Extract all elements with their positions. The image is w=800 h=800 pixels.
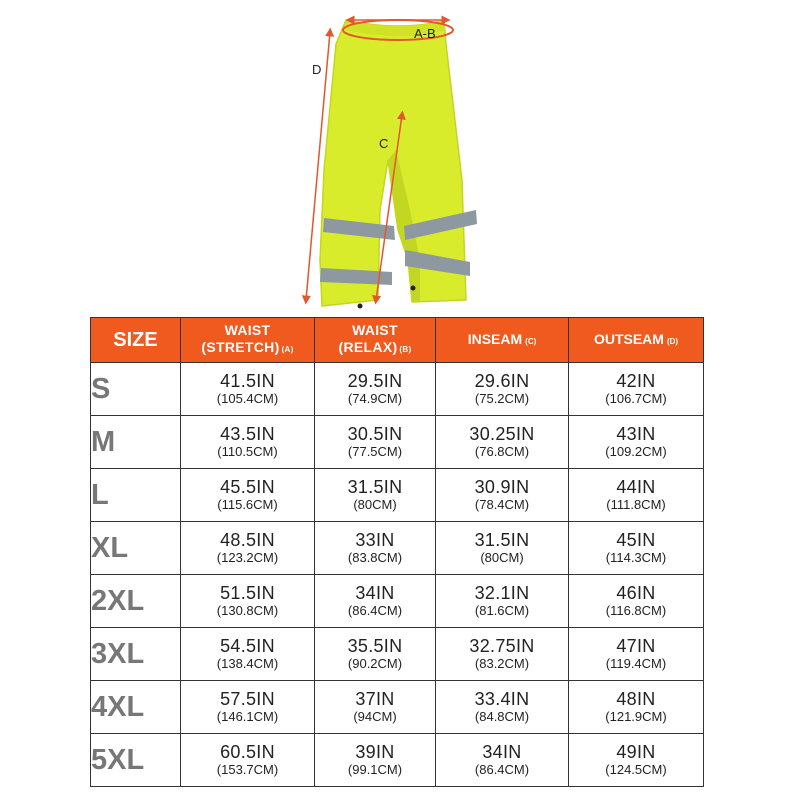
outseam-centimeters: (109.2CM) [605,444,667,459]
waist-relax-inches: 35.5IN [347,636,403,656]
waist-relax-inches: 29.5IN [347,371,403,391]
table-row [91,469,704,522]
waist-stretch-centimeters: (115.6CM) [217,497,278,512]
waist-relax-centimeters: (74.9CM) [347,391,403,406]
waist-stretch-inches: 43.5IN [220,424,275,444]
label-d: D [312,62,322,77]
size-cell: XL [91,522,181,575]
waist-relax-inches: 31.5IN [347,477,403,497]
header-inseam [436,318,569,363]
outseam-cell [569,734,704,787]
label-a-b: A-B [414,26,436,41]
outseam-cell [569,416,704,469]
header-outseam [569,318,704,363]
inseam-inches: 30.25IN [469,424,535,444]
inseam-inches: 34IN [482,742,522,762]
table-row [91,363,704,416]
outseam-inches: 43IN [616,424,656,444]
waist-stretch-inches: 51.5IN [220,583,275,603]
inseam-inches: 32.75IN [469,636,535,656]
waist-stretch-centimeters: (153.7CM) [216,762,279,777]
waist-relax-cell [315,416,436,469]
outseam-inches: 46IN [616,583,656,603]
outseam-cell [569,628,704,681]
waist-stretch-centimeters: (130.8CM) [216,603,279,618]
waist-relax-cell [315,522,436,575]
size-chart-table [90,317,704,787]
inseam-cell [436,628,569,681]
pants-figure [0,0,800,315]
pants-illustration [0,0,800,315]
size-cell: 3XL [91,628,181,681]
inseam-centimeters: (80CM) [480,550,524,565]
outseam-inches: 45IN [616,530,656,550]
table-row [91,734,704,787]
header-waist-stretch-code: (A) [281,345,294,354]
waist-relax-centimeters: (77.5CM) [347,444,403,459]
outseam-cell [569,575,704,628]
inseam-centimeters: (83.2CM) [474,656,530,671]
inseam-cell [436,734,569,787]
outseam-centimeters: (121.9CM) [605,709,667,724]
waist-stretch-inches: 54.5IN [220,636,275,656]
waist-stretch-centimeters: (123.2CM) [216,550,279,565]
waist-relax-cell [315,681,436,734]
waist-stretch-inches: 41.5IN [220,371,275,391]
outseam-centimeters: (116.8CM) [605,603,667,618]
inseam-cell [436,469,569,522]
table-row [91,522,704,575]
header-waist-stretch [181,318,315,363]
inseam-centimeters: (75.2CM) [474,391,530,406]
size-cell: 4XL [91,681,181,734]
inseam-centimeters: (86.4CM) [474,762,530,777]
inseam-cell [436,416,569,469]
inseam-centimeters: (76.8CM) [474,444,530,459]
waist-relax-cell [315,628,436,681]
header-outseam-code: (D) [666,337,679,346]
outseam-cell [569,469,704,522]
waist-relax-cell [315,469,436,522]
waist-stretch-inches: 45.5IN [220,477,275,497]
outseam-centimeters: (106.7CM) [605,391,667,406]
waist-stretch-cell [181,522,315,575]
waist-relax-inches: 37IN [355,689,395,709]
outseam-cell [569,681,704,734]
waist-stretch-centimeters: (110.5CM) [217,444,278,459]
waist-stretch-cell [181,734,315,787]
waist-relax-inches: 39IN [355,742,395,762]
size-cell: 2XL [91,575,181,628]
size-cell: L [91,469,181,522]
outseam-centimeters: (124.5CM) [605,762,667,777]
outseam-inches: 47IN [616,636,656,656]
header-outseam-label: OUTSEAM [593,331,664,347]
inseam-cell [436,522,569,575]
outseam-inches: 48IN [616,689,656,709]
inseam-centimeters: (81.6CM) [474,603,530,618]
header-waist-stretch-line1: WAIST [224,322,271,338]
waist-stretch-inches: 57.5IN [220,689,275,709]
outseam-inches: 42IN [616,371,656,391]
outseam-centimeters: (111.8CM) [606,497,666,512]
waist-stretch-centimeters: (105.4CM) [216,391,279,406]
snap-right [411,286,416,291]
waist-stretch-cell [181,469,315,522]
waist-stretch-cell [181,416,315,469]
size-cell: M [91,416,181,469]
waist-stretch-centimeters: (146.1CM) [216,709,279,724]
inseam-inches: 32.1IN [474,583,530,603]
waist-relax-centimeters: (86.4CM) [347,603,403,618]
header-inseam-label: INSEAM [467,331,523,347]
waist-relax-cell [315,363,436,416]
waist-stretch-cell [181,575,315,628]
header-waist-relax-line1: WAIST [352,322,398,338]
inseam-inches: 29.6IN [474,371,530,391]
outseam-inches: 49IN [616,742,656,762]
table-row [91,575,704,628]
waist-relax-centimeters: (99.1CM) [347,762,403,777]
waist-relax-inches: 33IN [355,530,395,550]
header-size: SIZE [91,318,181,363]
snap-left [358,304,363,309]
size-cell: 5XL [91,734,181,787]
header-waist-relax-line2: (RELAX) [338,339,398,355]
size-cell: S [91,363,181,416]
outseam-cell [569,363,704,416]
waist-relax-cell [315,734,436,787]
inseam-cell [436,363,569,416]
inseam-inches: 31.5IN [474,530,530,550]
waist-stretch-inches: 60.5IN [220,742,275,762]
header-waist-relax [315,318,436,363]
outseam-centimeters: (119.4CM) [605,656,667,671]
outseam-inches: 44IN [616,477,656,497]
waist-relax-centimeters: (94CM) [353,709,397,724]
inseam-inches: 30.9IN [474,477,530,497]
header-waist-relax-code: (B) [399,345,412,354]
header-row [91,318,704,363]
waist-relax-centimeters: (90.2CM) [347,656,403,671]
table-row [91,681,704,734]
waist-stretch-cell [181,363,315,416]
waist-relax-inches: 30.5IN [347,424,403,444]
inseam-centimeters: (84.8CM) [474,709,530,724]
header-inseam-code: (C) [525,337,537,346]
outseam-centimeters: (114.3CM) [605,550,667,565]
waist-stretch-centimeters: (138.4CM) [216,656,279,671]
inseam-cell [436,575,569,628]
table-row [91,416,704,469]
outseam-cell [569,522,704,575]
inseam-centimeters: (78.4CM) [474,497,530,512]
waist-relax-centimeters: (83.8CM) [347,550,403,565]
waist-relax-centimeters: (80CM) [353,497,397,512]
label-c: C [379,136,389,151]
table-row [91,628,704,681]
waist-relax-cell [315,575,436,628]
waist-stretch-cell [181,628,315,681]
waist-stretch-inches: 48.5IN [220,530,275,550]
header-waist-stretch-line2: (STRETCH) [201,339,280,355]
inseam-inches: 33.4IN [474,689,530,709]
waist-stretch-cell [181,681,315,734]
inseam-cell [436,681,569,734]
waist-relax-inches: 34IN [355,583,395,603]
